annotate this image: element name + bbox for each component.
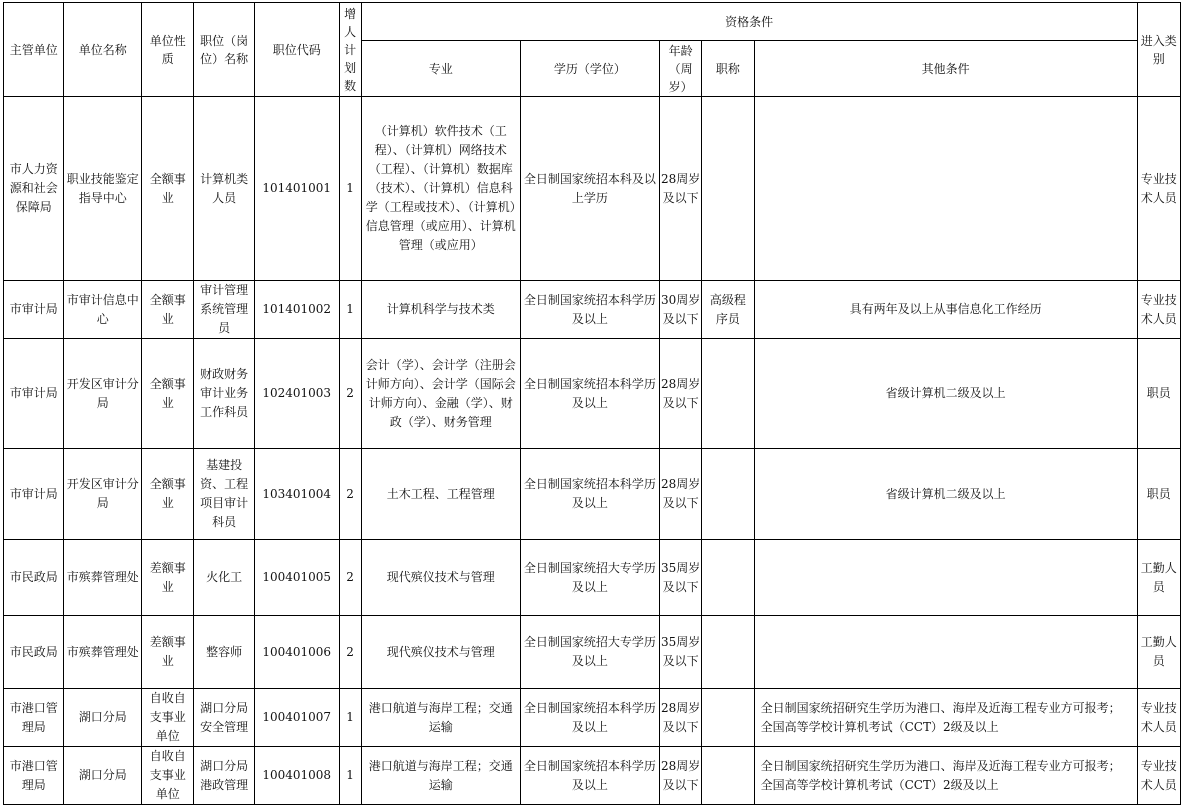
cell-other [754,616,1137,689]
header-position-code: 职位代码 [254,3,339,97]
cell-age: 35周岁及以下 [659,616,701,689]
table-row [4,689,1181,747]
cell-title [702,747,754,805]
cell-education: 全日制国家统招本科学历及以上 [520,449,659,540]
recruitment-table [3,2,1181,805]
cell-position-name: 财政财务审计业务工作科员 [194,339,254,449]
cell-position-code: 101401001 [254,97,339,281]
header-title: 职称 [702,41,754,97]
cell-unit-name: 市殡葬管理处 [64,616,142,689]
cell-title [702,540,754,616]
cell-headcount: 2 [339,540,361,616]
table-row [4,540,1181,616]
cell-title [702,689,754,747]
header-category: 进入类别 [1137,3,1180,97]
cell-headcount: 1 [339,689,361,747]
header-qualification: 资格条件 [361,3,1137,41]
cell-age: 28周岁及以下 [659,449,701,540]
header-supervisor: 主管单位 [4,3,64,97]
cell-unit-name: 职业技能鉴定指导中心 [64,97,142,281]
header-headcount: 增人计划数 [339,3,361,97]
cell-headcount: 2 [339,449,361,540]
cell-major: （计算机）软件技术（工程）、（计算机）网络技术（工程）、（计算机）数据库（技术）、（计算机）信息科学（工程或技术）、（计算机）信息管理（或应用）、计算机管理（或应用） [361,97,520,281]
cell-headcount: 1 [339,747,361,805]
cell-major: 会计（学）、会计学（注册会计师方向）、会计学（国际会计师方向）、金融（学）、财政（学）、财务管理 [361,339,520,449]
cell-supervisor: 市民政局 [4,540,64,616]
cell-headcount: 1 [339,97,361,281]
cell-education: 全日制国家统招大专学历及以上 [520,616,659,689]
header-unit-name: 单位名称 [64,3,142,97]
cell-position-code: 100401005 [254,540,339,616]
cell-title: 高级程序员 [702,281,754,339]
cell-position-code: 100401007 [254,689,339,747]
cell-age: 28周岁及以下 [659,339,701,449]
cell-major: 现代殡仪技术与管理 [361,616,520,689]
cell-supervisor: 市民政局 [4,616,64,689]
header-other: 其他条件 [754,41,1137,97]
cell-position-code: 100401006 [254,616,339,689]
cell-other: 省级计算机二级及以上 [754,339,1137,449]
cell-age: 28周岁及以下 [659,747,701,805]
table-row [4,339,1181,449]
cell-unit-type: 自收自支事业单位 [142,689,194,747]
cell-position-name: 计算机类人员 [194,97,254,281]
cell-age: 35周岁及以下 [659,540,701,616]
cell-education: 全日制国家统招本科及以上学历 [520,97,659,281]
cell-education: 全日制国家统招本科学历及以上 [520,747,659,805]
cell-other: 省级计算机二级及以上 [754,449,1137,540]
cell-unit-type: 自收自支事业单位 [142,747,194,805]
cell-unit-type: 差额事业 [142,540,194,616]
table-row [4,281,1181,339]
cell-position-name: 湖口分局安全管理 [194,689,254,747]
table-row [4,616,1181,689]
header-unit-type: 单位性质 [142,3,194,97]
cell-title [702,339,754,449]
cell-unit-type: 差额事业 [142,616,194,689]
cell-position-name: 火化工 [194,540,254,616]
cell-education: 全日制国家统招本科学历及以上 [520,281,659,339]
cell-position-name: 基建投资、工程项目审计科员 [194,449,254,540]
cell-unit-name: 开发区审计分局 [64,339,142,449]
cell-education: 全日制国家统招大专学历及以上 [520,540,659,616]
cell-position-name: 审计管理系统管理员 [194,281,254,339]
cell-unit-name: 湖口分局 [64,689,142,747]
cell-title [702,449,754,540]
cell-position-name: 整容师 [194,616,254,689]
header-row-1 [4,3,1181,41]
cell-supervisor: 市港口管理局 [4,747,64,805]
cell-position-name: 湖口分局港政管理 [194,747,254,805]
cell-category: 工勤人员 [1137,616,1180,689]
cell-category: 专业技术人员 [1137,97,1180,281]
table-row [4,747,1181,805]
cell-unit-type: 全额事业 [142,281,194,339]
cell-title [702,616,754,689]
cell-category: 专业技术人员 [1137,747,1180,805]
cell-major: 土木工程、工程管理 [361,449,520,540]
cell-age: 28周岁及以下 [659,97,701,281]
cell-position-code: 102401003 [254,339,339,449]
cell-title [702,97,754,281]
cell-major: 现代殡仪技术与管理 [361,540,520,616]
cell-unit-type: 全额事业 [142,339,194,449]
cell-education: 全日制国家统招本科学历及以上 [520,689,659,747]
table-row [4,449,1181,540]
cell-major: 港口航道与海岸工程；交通运输 [361,689,520,747]
cell-headcount: 2 [339,616,361,689]
header-education: 学历（学位） [520,41,659,97]
cell-category: 专业技术人员 [1137,689,1180,747]
cell-major: 计算机科学与技术类 [361,281,520,339]
cell-position-code: 101401002 [254,281,339,339]
cell-other: 全日制国家统招研究生学历为港口、海岸及近海工程专业方可报考；全国高等学校计算机考试（CCT）2级及以上 [754,689,1137,747]
cell-position-code: 100401008 [254,747,339,805]
cell-category: 专业技术人员 [1137,281,1180,339]
header-position-name: 职位（岗位）名称 [194,3,254,97]
cell-age: 28周岁及以下 [659,689,701,747]
recruitment-table-container [3,2,1181,805]
cell-other: 全日制国家统招研究生学历为港口、海岸及近海工程专业方可报考；全国高等学校计算机考试（CCT）2级及以上 [754,747,1137,805]
cell-headcount: 1 [339,281,361,339]
cell-position-code: 103401004 [254,449,339,540]
cell-major: 港口航道与海岸工程；交通运输 [361,747,520,805]
cell-supervisor: 市审计局 [4,339,64,449]
cell-headcount: 2 [339,339,361,449]
cell-education: 全日制国家统招本科学历及以上 [520,339,659,449]
cell-unit-type: 全额事业 [142,449,194,540]
cell-unit-name: 市殡葬管理处 [64,540,142,616]
cell-unit-name: 开发区审计分局 [64,449,142,540]
cell-age: 30周岁及以下 [659,281,701,339]
cell-other [754,540,1137,616]
cell-unit-name: 市审计信息中心 [64,281,142,339]
cell-other [754,97,1137,281]
cell-category: 职员 [1137,449,1180,540]
cell-other: 具有两年及以上从事信息化工作经历 [754,281,1137,339]
header-major: 专业 [361,41,520,97]
cell-unit-type: 全额事业 [142,97,194,281]
cell-supervisor: 市审计局 [4,449,64,540]
cell-category: 工勤人员 [1137,540,1180,616]
cell-supervisor: 市审计局 [4,281,64,339]
cell-supervisor: 市港口管理局 [4,689,64,747]
header-age: 年龄（周岁） [659,41,701,97]
cell-category: 职员 [1137,339,1180,449]
cell-unit-name: 湖口分局 [64,747,142,805]
cell-supervisor: 市人力资源和社会保障局 [4,97,64,281]
table-row [4,97,1181,281]
